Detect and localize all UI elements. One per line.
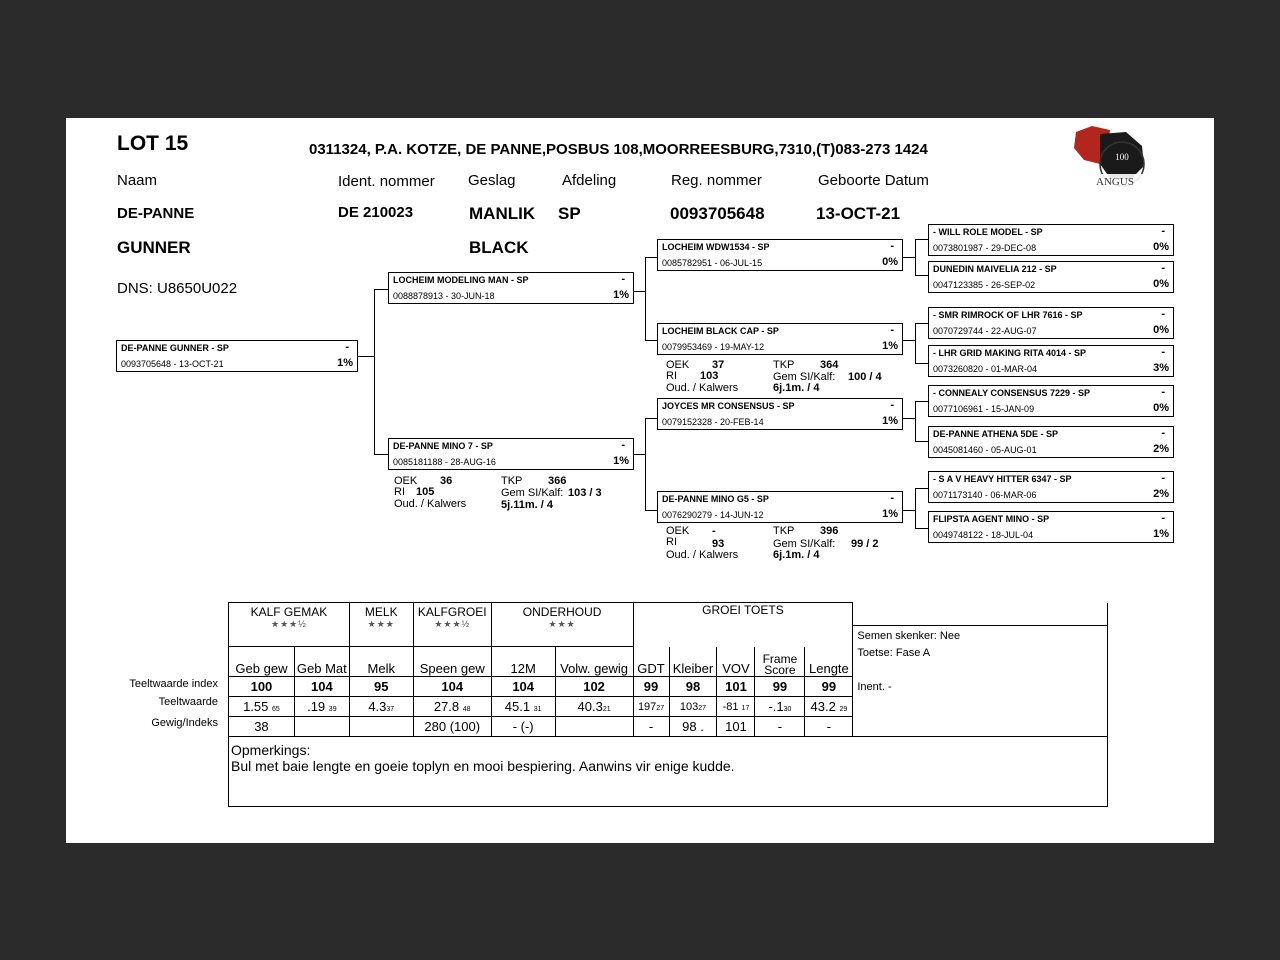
remarks-box bbox=[229, 737, 1108, 807]
animal-reg: 0093705648 bbox=[670, 204, 765, 223]
animal-name-line1: DE-PANNE bbox=[117, 205, 195, 222]
angus-logo bbox=[1070, 124, 1148, 194]
inent: Inent. - bbox=[853, 677, 1108, 697]
svg-text:100: 100 bbox=[1115, 152, 1129, 162]
pedigree-dam-sire: JOYCES MR CONSENSUS - SP - 0079152328 - 20-FEB-14 1% bbox=[657, 398, 903, 430]
animal-sex: MANLIK bbox=[469, 204, 536, 223]
col-geb-mat: Geb Mat bbox=[294, 647, 349, 677]
label-geslag: Geslag bbox=[468, 172, 516, 189]
group-onderhoud: ONDERHOUD ★★★ bbox=[491, 603, 633, 647]
col-kleiber: Kleiber bbox=[669, 647, 717, 677]
animal-ident: DE 210023 bbox=[338, 204, 414, 221]
side-info bbox=[853, 603, 1108, 677]
pedigree-subject: DE-PANNE GUNNER - SP - 0093705648 - 13-OCT-21 1% bbox=[116, 340, 358, 372]
remarks-text: Bul met baie lengte en goeie toplyn en mooi bespiering. Aanwins vir enige kudde. bbox=[231, 758, 735, 774]
stars-icon: ★★★½ bbox=[434, 619, 471, 629]
pedigree-dam: DE-PANNE MINO 7 - SP - 0085181188 - 28-AUG-16 1% bbox=[388, 438, 634, 470]
label-reg: Reg. nommer bbox=[671, 172, 762, 189]
angus-logo-icon bbox=[1070, 124, 1148, 194]
col-volw-gewig: Volw. gewig bbox=[555, 647, 633, 677]
label-afdeling: Afdeling bbox=[562, 172, 617, 189]
pedigree-sire-dam: LOCHEIM BLACK CAP - SP - 0079953469 - 19-MAY-12 1% bbox=[657, 323, 903, 355]
pedigree-gg-4: - LHR GRID MAKING RITA 4014 - SP - 0073260820 - 01-MAR-04 3% bbox=[928, 345, 1174, 377]
animal-division: SP bbox=[558, 204, 581, 223]
remarks-label: Opmerkings: bbox=[231, 742, 311, 758]
col-speen-gew: Speen gew bbox=[413, 647, 491, 677]
pedigree-gg-5: - CONNEALY CONSENSUS 7229 - SP - 0077106961 - 15-JAN-09 0% bbox=[928, 385, 1174, 417]
lot-number: LOT 15 bbox=[117, 132, 189, 155]
pedigree-sire: LOCHEIM MODELING MAN - SP - 0088878913 - 30-JUN-18 1% bbox=[388, 272, 634, 304]
pedigree-gg-2: DUNEDIN MAIVELIA 212 - SP - 0047123385 - 26-SEP-02 0% bbox=[928, 261, 1174, 293]
group-kalfgroei: KALFGROEI ★★★½ bbox=[413, 603, 491, 647]
dns-code: DNS: U8650U022 bbox=[117, 280, 238, 297]
semen-donor: Semen skenker: Nee bbox=[857, 629, 961, 642]
col-gdt: GDT bbox=[633, 647, 669, 677]
performance-table bbox=[228, 602, 1108, 807]
pedigree-sire-sire: LOCHEIM WDW1534 - SP - 0085782951 - 06-JUL-15 0% bbox=[657, 239, 903, 271]
group-kalf-gemak: KALF GEMAK ★★★½ bbox=[229, 603, 350, 647]
col-melk: Melk bbox=[349, 647, 413, 677]
pedigree-gg-8: FLIPSTA AGENT MINO - SP - 0049748122 - 18-JUL-04 1% bbox=[928, 511, 1174, 543]
pedigree-gg-1: - WILL ROLE MODEL - SP - 0073801987 - 29-DEC-08 0% bbox=[928, 224, 1174, 256]
label-geboorte: Geboorte Datum bbox=[818, 172, 929, 189]
row-label-gew: Gewig/Indeks bbox=[151, 717, 218, 729]
group-melk: MELK ★★★ bbox=[349, 603, 413, 647]
row-teeltwaarde: 1.55 65 .19 39 4.337 27.8 48 45.1 31 40.321 19727 10327 -81 17 -.130 43.2 29 bbox=[229, 697, 1108, 717]
col-frame-score: Frame Score bbox=[755, 647, 805, 677]
pedigree-gg-6: DE-PANNE ATHENA 5DE - SP - 0045081460 - 05-AUG-01 2% bbox=[928, 426, 1174, 458]
col-geb-gew: Geb gew bbox=[229, 647, 295, 677]
pedigree-dam-dam: DE-PANNE MINO G5 - SP - 0076290279 - 14-JUN-12 1% bbox=[657, 491, 903, 523]
label-ident: Ident. nommer bbox=[338, 173, 435, 190]
label-naam: Naam bbox=[117, 172, 158, 189]
pedigree-gg-7: - S A V HEAVY HITTER 6347 - SP - 0071173140 - 06-MAR-06 2% bbox=[928, 471, 1174, 503]
row-label-tw: Teeltwaarde bbox=[158, 696, 218, 708]
owner-line: 0311324, P.A. KOTZE, DE PANNE,POSBUS 108,MOORREESBURG,7310,(T)083-273 1424 bbox=[309, 141, 928, 158]
animal-dob: 13-OCT-21 bbox=[816, 204, 901, 223]
animal-color: BLACK bbox=[469, 238, 529, 257]
row-gewig-indeks: 38 280 (100) - (-) - 98 . 101 - - bbox=[229, 717, 1108, 737]
stars-icon: ★★★ bbox=[548, 619, 576, 629]
row-index: 100 104 95 104 104 102 99 98 101 99 99 Inent. - bbox=[229, 677, 1108, 697]
row-label-index: Teeltwaarde index bbox=[129, 678, 218, 690]
svg-text:ANGUS: ANGUS bbox=[1096, 176, 1134, 188]
col-lengte: Lengte bbox=[805, 647, 853, 677]
toetse: Toetse: Fase A bbox=[857, 646, 931, 659]
lot-sheet: LOT 15 0311324, P.A. KOTZE, DE PANNE,POSBUS 108,MOORREESBURG,7310,(T)083-273 1424 100 ANGUS Naam Ident. nommer Geslag Afdeling Reg. nommer Geboorte Datum DE-PANNE DE 210023 MANLIK SP 0093705648 13-OCT-21 GUNNER BLACK DNS: U8650U022 DE-PANNE GUNNER - SP - 0093705648 - 13-OCT-21 1% LOCHEIM MODELING MAN - SP - 0088878913 - 30-JUN-18 1% DE-PANNE MINO 7 - SP - 0085181188 - 28-AUG-16 1% LOCHEIM WDW1534 - SP - 0085782951 - 06-JUL-15 0% LOCHEIM BLACK CAP - SP - 0079953469 - 19-MAY-12 1% JOYCES MR CONSENSUS - SP - 0079152328 - 20-FEB-14 1% DE-PANNE MINO G5 - SP - 0076290279 - 14-JUN-12 1% - WILL ROLE MODEL - SP - 0073801987 - 29-DEC-08 0% DUNEDIN MAIVELIA 212 - SP - 0047123385 - 26-SEP-02 0% - SMR RIMROCK OF LHR 7616 - SP - 0070729744 - 22-AUG-07 0% - LHR GRID MAKING RITA 4014 - SP - 0073260820 - 01-MAR-04 3% - CONNEALY CONSENSUS 7229 - SP - 0077106961 - 15-JAN-09 0% DE-PANNE ATHENA 5DE - SP - 0045081460 - 05-AUG-01 2% - S A V HEAVY HITTER 6347 - SP - 0071173140 - 06-MAR-06 2% FLIPSTA AGENT MINO - SP - 0049748122 - 18-JUL-04 1% OEK 36 TKP 366 RI 105 Gem SI/Kalf: 103 / 3 Oud. / Kalwers 5j.11m. / 4 OEK 37 TKP 364 RI 103 Gem SI/Kalf: 100 / 4 Oud. / Kalwers 6j.1m. / 4 OEK - TKP 396 RI 93 Gem SI/Kalf: 99 / 2 Oud. / Kalwers 6j.1m. / 4 Teeltwaarde index Teeltwaarde Gewig/Indeks KALF GEMAK ★★★½ MELK ★★★ KALFGROEI ★★★½ ONDERHOUD ★★★ GROEI TOETS Semen skenker: Nee Toetse: Fase A Geb gew Geb Mat Melk Speen gew 12M Volw. gewig GDT Kleiber VOV Frame Score Lengte 100 104 95 104 104 102 99 98 101 99 99 Inent. - 1.55 65 .19 39 4.337 27.8 48 45.1 31 40.321 19727 10327 -81 17 -.130 43.2 29 38 280 (100) - (-) - 98 . 101 - - Opmerkings: Bul met baie lengte en goeie toplyn en mooi bespiering. Aanwins vir enige kudde. bbox=[66, 118, 1214, 843]
stars-icon: ★★★½ bbox=[271, 619, 307, 629]
stars-icon: ★★★ bbox=[367, 619, 395, 629]
group-groei-toets: GROEI TOETS bbox=[633, 603, 853, 647]
col-vov: VOV bbox=[717, 647, 755, 677]
animal-name-line2: GUNNER bbox=[117, 238, 191, 257]
pedigree-gg-3: - SMR RIMROCK OF LHR 7616 - SP - 0070729744 - 22-AUG-07 0% bbox=[928, 307, 1174, 339]
col-12m: 12M bbox=[491, 647, 555, 677]
